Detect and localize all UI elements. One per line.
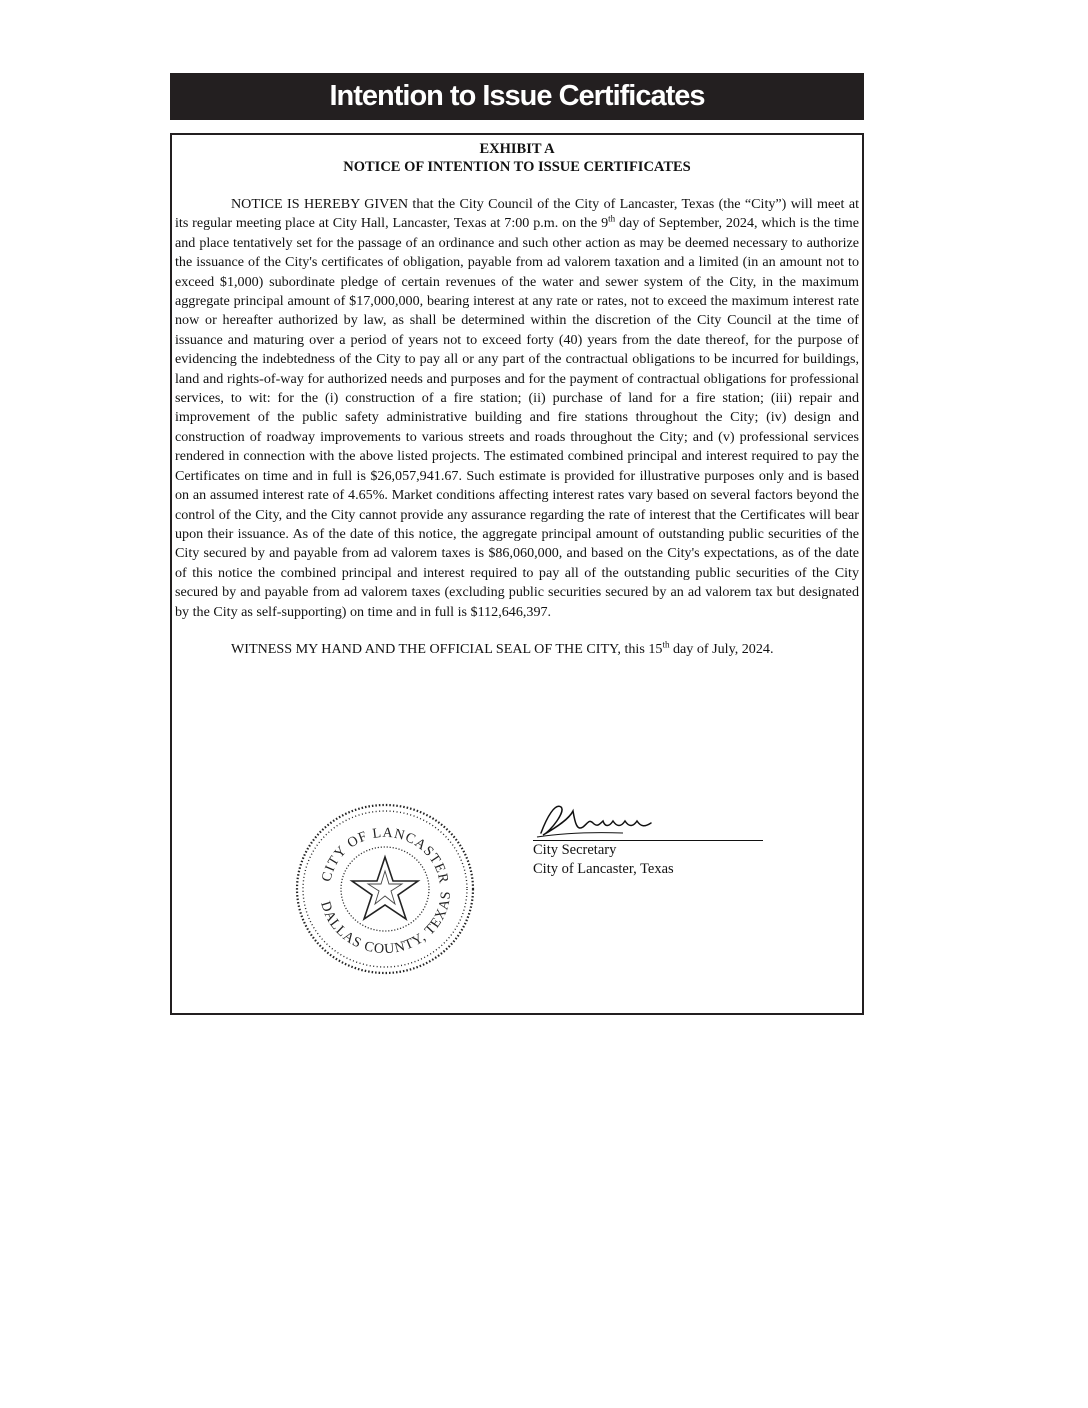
official-seal xyxy=(290,799,480,979)
notice-body xyxy=(175,195,859,622)
seal-top-text: CITY OF LANCASTER xyxy=(319,825,451,886)
notice-box xyxy=(170,133,864,1015)
banner-title: Intention to Issue Certificates xyxy=(329,80,705,112)
seal-bottom-text: DALLAS COUNTY, TEXAS xyxy=(317,890,455,958)
signature xyxy=(533,797,763,841)
body-superscript: th xyxy=(608,213,616,224)
seal-image xyxy=(290,799,480,979)
body-text-part1: NOTICE IS HEREBY GIVEN that the City Council of the City of Lancaster, Texas (the “City”) will meet at its regular meeting place at City Hall, Lancaster, Texas at 7:00 p.m. on the 9 xyxy=(175,196,859,232)
witness-superscript: th xyxy=(662,639,670,650)
signer-title: City Secretary xyxy=(533,842,617,858)
witness-statement xyxy=(175,640,859,659)
notice-header xyxy=(172,140,862,176)
witness-text-part1: WITNESS MY HAND AND THE OFFICIAL SEAL OF THE CITY, this 15 xyxy=(231,640,663,657)
signature-block xyxy=(533,797,763,879)
signer-organization: City of Lancaster, Texas xyxy=(533,861,674,877)
exhibit-label: EXHIBIT A xyxy=(479,141,555,157)
handwritten-signature-image xyxy=(533,797,673,841)
signature-line xyxy=(533,840,763,841)
page-banner xyxy=(170,73,864,120)
star-icon xyxy=(352,857,418,919)
body-text-part2: day of September, 2024, which is the time and place tentatively set for the passage of an ordinance and such other action as may be deemed necessary to authorize the issuance of the City's certificates of obligation, payable from ad valorem taxation and a limited (in an amount not to exceed $1,000) subordinate pledge of certain revenues of the water and sewer system of the City, in the maximum aggregate principal amount of $17,000,000, bearing interest at any rate or rates, not to exceed the maximum interest rate now or hereafter authorized by law, as shall be determined within the discretion of the City Council at the time of issuance and maturing over a period of years not to exceed forty (40) years from the date thereof, for the purpose of evidencing the indebtedness of the City to pay all or any part of the contractual obligations to be incurred for buildings, land and rights-of-way for authorized needs and purposes and for the payment of contractual obligations for professional services, to wit: for the (i) construction of a fire station; (ii) purchase of land for a fire station; (iii) repair and improvement of the public safety administrative building and fire stations throughout the City; (iv) design and construction of roadway improvements to various streets and roads throughout the City; and (v) professional services rendered in connection with the above listed projects. The estimated combined principal and interest required to pay the Certificates on time and in full is $26,057,941.67. Such estimate is provided for illustrative purposes only and is based on an assumed interest rate of 4.65%. Market conditions affecting interest rates vary based on several factors beyond the control of the City, and the City cannot provide any assurance regarding the rate of interest that the Certificates will bear upon their issuance. As of the date of this notice, the aggregate principal amount of outstanding public securities of the City secured by and payable from ad valorem taxes is $86,060,000, and based on the City's expectations, as of the date of this notice the combined principal and interest required to pay all of the outstanding public securities of the City secured by and payable from ad valorem taxes (excluding public securities secured by an ad valorem tax but designated by the City as self-supporting) on time and in full is $112,646,397. xyxy=(175,215,860,620)
notice-heading: NOTICE OF INTENTION TO ISSUE CERTIFICATES xyxy=(343,159,691,175)
witness-text-part2: day of July, 2024. xyxy=(669,640,774,657)
